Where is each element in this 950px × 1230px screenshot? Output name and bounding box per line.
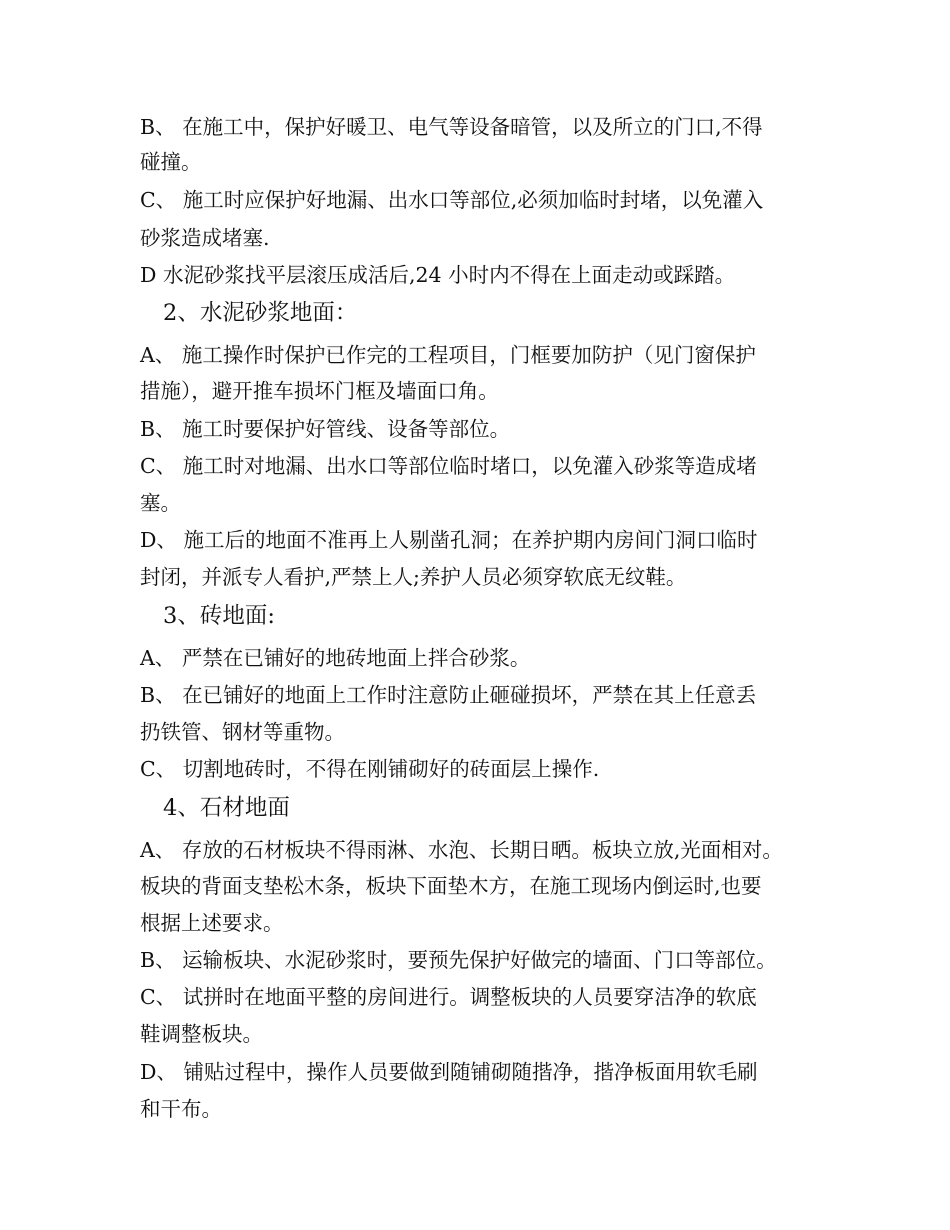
text-line: 扔铁管、钢材等重物。 (140, 720, 345, 744)
text-line: D 水泥砂浆找平层滚压成活后,24 小时内不得在上面走动或踩踏。 (140, 263, 736, 287)
text-line: C、 切割地砖时，不得在刚铺砌好的砖面层上操作. (140, 757, 600, 781)
text-line: 封闭，并派专人看护,严禁上人;养护人员必须穿软底无纹鞋。 (140, 565, 687, 589)
text-line: B、 在施工中，保护好暖卫、电气等设备暗管，以及所立的门口,不得 (140, 115, 763, 139)
text-line: C、 试拼时在地面平整的房间进行。调整板块的人员要穿洁净的软底 (140, 985, 757, 1009)
text-line: C、 施工时对地漏、出水口等部位临时堵口，以免灌入砂浆等造成堵 (140, 454, 757, 478)
text-line: 措施），避开推车损坏门框及墙面口角。 (140, 379, 499, 403)
text-line: 砂浆造成堵塞. (140, 226, 270, 250)
text-line: D、 铺贴过程中，操作人员要做到随铺砌随揩净，揩净板面用软毛刷 (140, 1060, 758, 1084)
section-heading: 4、石材地面 (163, 795, 290, 821)
text-line: 根据上述要求。 (140, 911, 284, 935)
text-line: 和干布。 (140, 1097, 222, 1121)
text-line: B、 运输板块、水泥砂浆时，要预先保护好做完的墙面、门口等部位。 (140, 948, 777, 972)
section-heading: 3、砖地面: (163, 603, 275, 629)
text-line: C、 施工时应保护好地漏、出水口等部位,必须加临时封堵，以免灌入 (140, 188, 764, 212)
text-line: A、 严禁在已铺好的地砖地面上拌合砂浆。 (140, 646, 531, 670)
text-line: 鞋调整板块。 (140, 1022, 263, 1046)
text-line: 碰撞。 (140, 150, 202, 174)
text-line: B、 在已铺好的地面上工作时注意防止砸碰损坏，严禁在其上任意丢 (140, 683, 757, 707)
section-heading: 2、水泥砂浆地面： (163, 300, 358, 326)
text-line: B、 施工时要保护好管线、设备等部位。 (140, 417, 511, 441)
text-line: 塞。 (140, 491, 181, 515)
text-line: A、 施工操作时保护已作完的工程项目，门框要加防护（见门窗保护 (140, 343, 756, 367)
text-line: A、 存放的石材板块不得雨淋、水泡、长期日晒。板块立放,光面相对。 (140, 838, 783, 862)
text-line: D、 施工后的地面不准再上人剔凿孔洞；在养护期内房间门洞口临时 (140, 528, 758, 552)
text-line: 板块的背面支垫松木条，板块下面垫木方，在施工现场内倒运时,也要 (140, 874, 762, 898)
